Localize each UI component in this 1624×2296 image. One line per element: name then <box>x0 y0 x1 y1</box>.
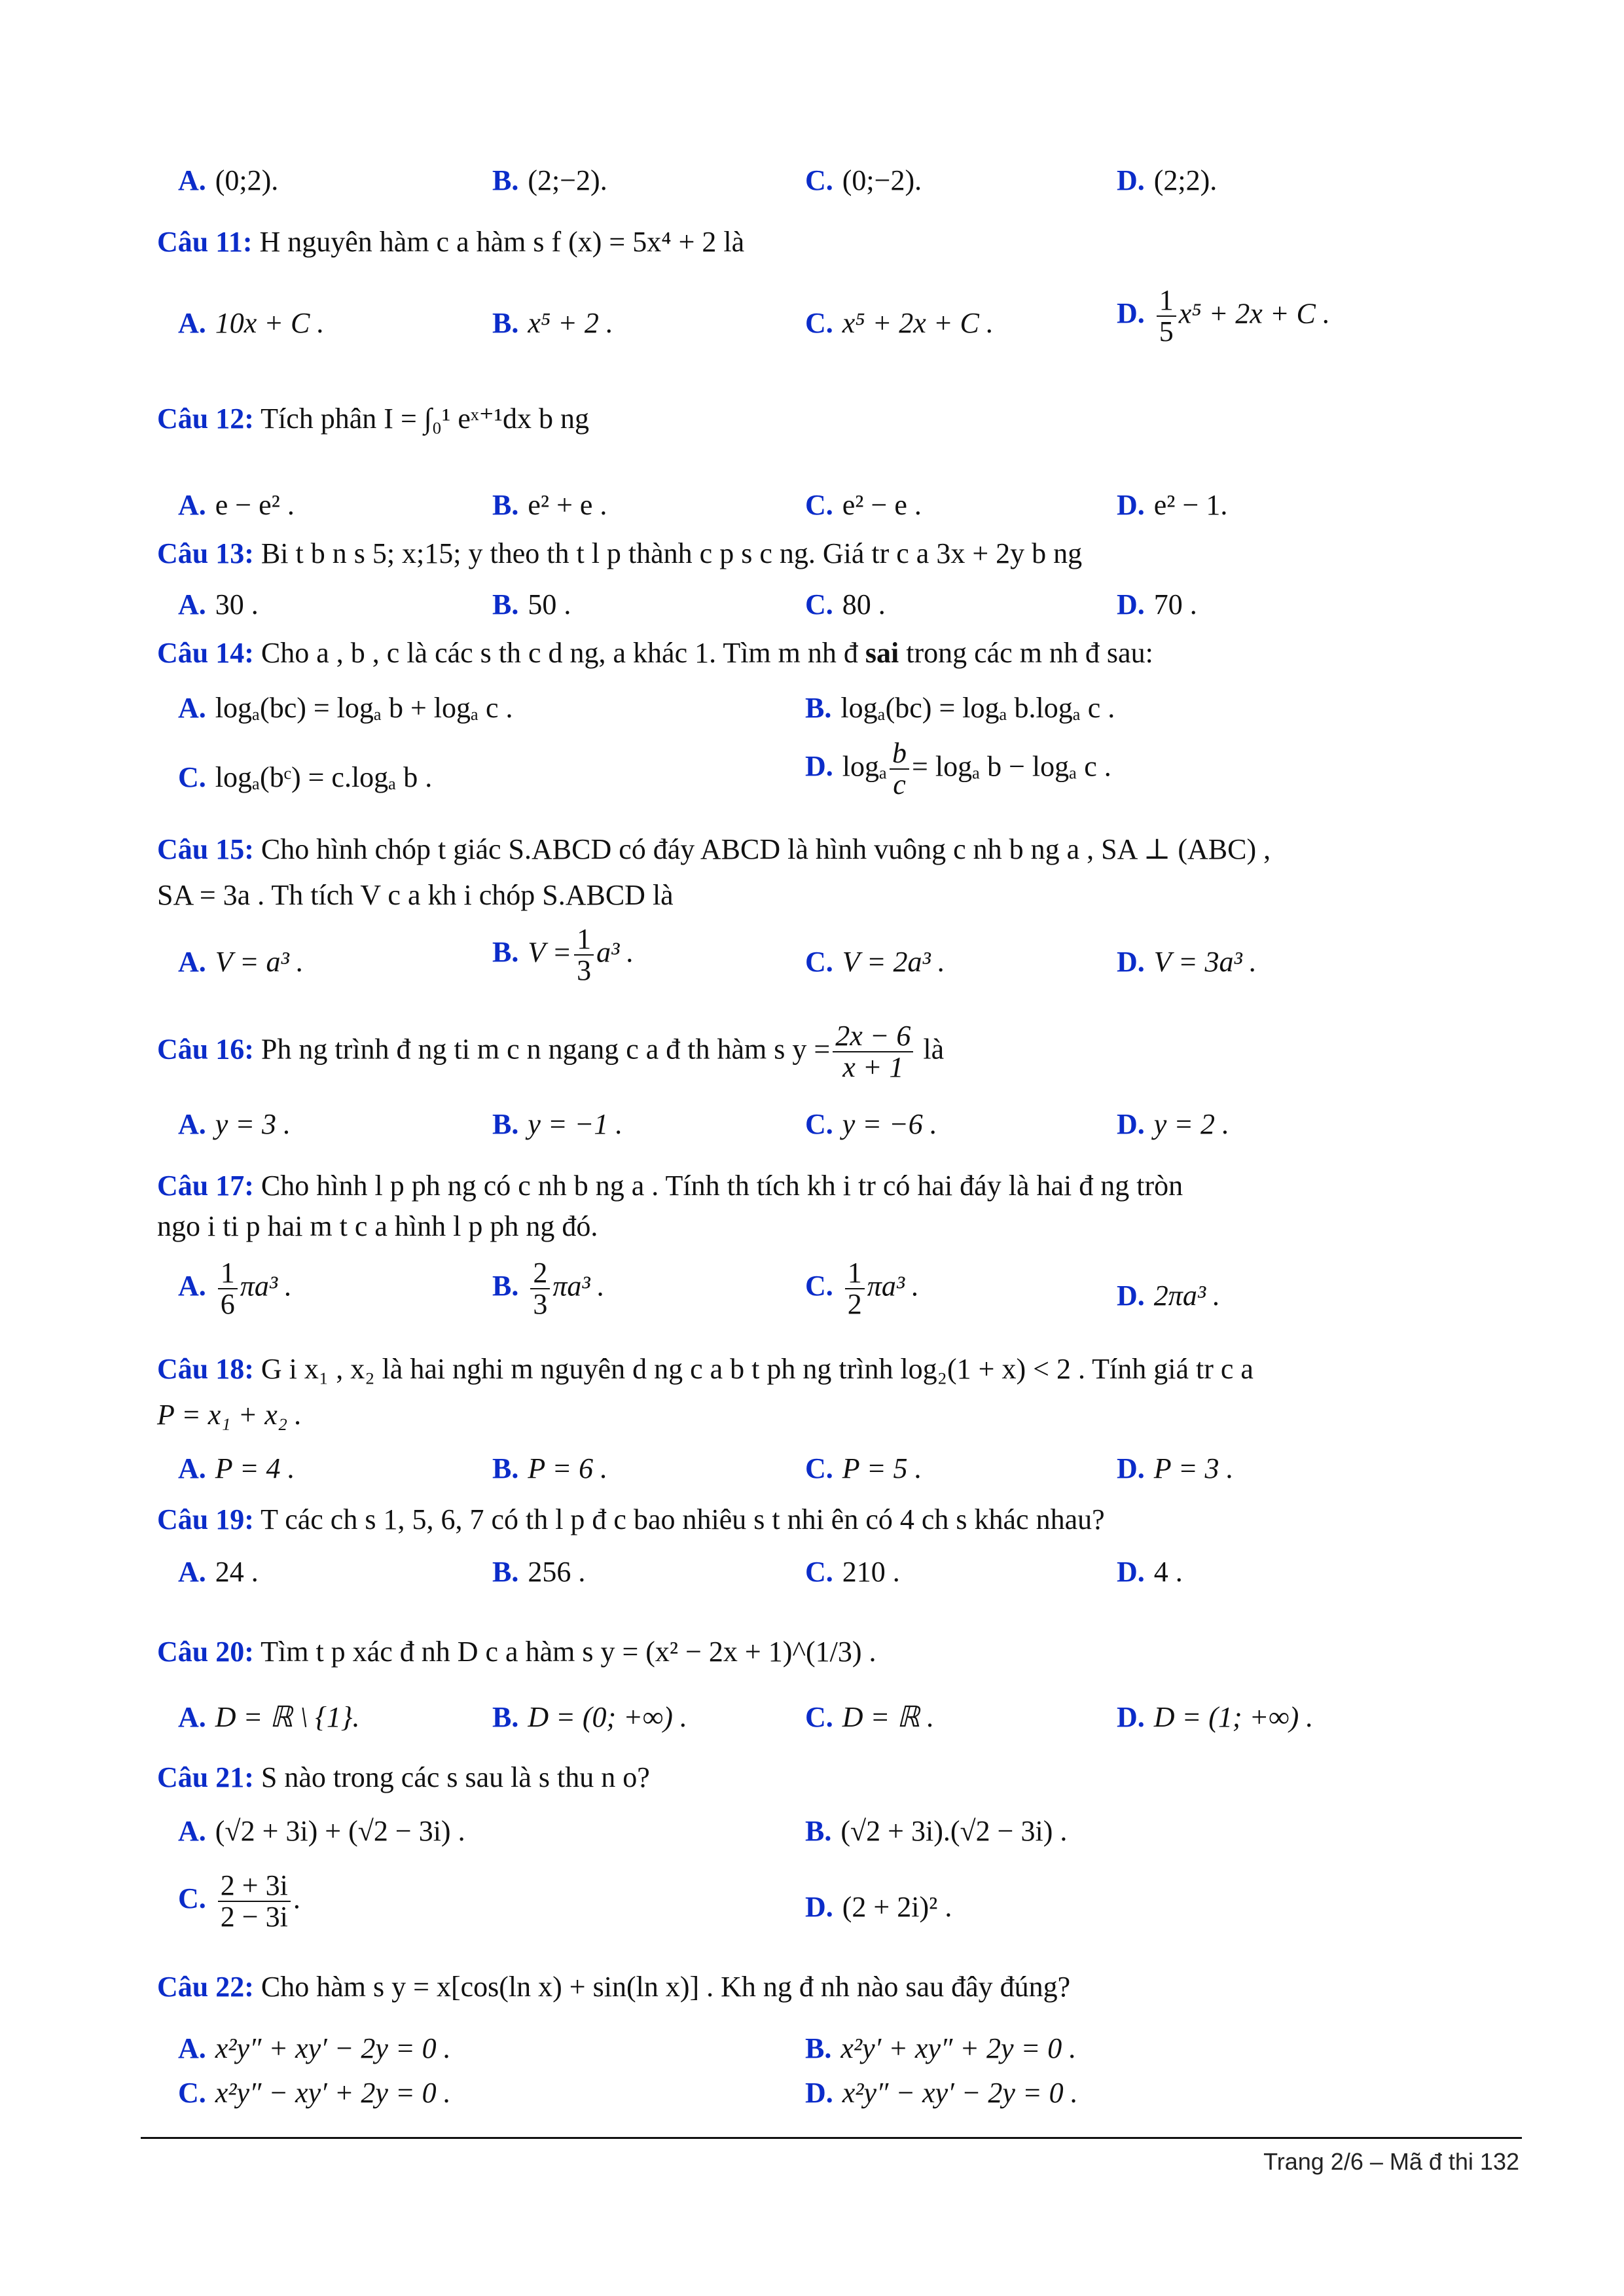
option-text: logₐ(bc) = logₐ b + logₐ c . <box>215 692 513 724</box>
q15-stem-line2 <box>157 877 1519 914</box>
option-text: e² − e . <box>842 489 922 521</box>
q19-option-b <box>492 1554 585 1590</box>
q21-option-b <box>805 1813 1067 1850</box>
q19-option-c <box>805 1554 900 1590</box>
option-label: C. <box>178 1882 206 1915</box>
question-number: Câu 21: <box>157 1761 254 1793</box>
q16-option-d <box>1117 1106 1229 1143</box>
option-text: 70 . <box>1153 588 1197 620</box>
fraction-denominator: 2 <box>847 1288 862 1321</box>
option-text: P = 5 . <box>842 1452 922 1484</box>
question-text: Cho hình chóp t giác S.ABCD có đáy ABCD là hình vuông c nh b ng a , SA ⊥ (ABC) , <box>261 833 1271 865</box>
fraction-numerator: 2x − 6 <box>833 1021 913 1052</box>
option-text: πa³ . <box>867 1270 920 1302</box>
q14-option-b <box>805 690 1115 726</box>
option-text: 210 . <box>842 1556 900 1588</box>
question-text: Cho hình l p ph ng có c nh b ng a . Tính th tích kh i tr có hai đáy là hai đ ng tròn <box>261 1170 1183 1202</box>
option-text: V = 2a³ . <box>842 946 945 978</box>
option-text: e² − 1. <box>1153 489 1228 521</box>
question-text: G i x₁ , x₂ là hai nghi m nguyên d ng c a b t ph ng trình log₂(1 + x) < 2 . Tính giá tr c a <box>261 1353 1254 1385</box>
q16-option-b <box>492 1106 623 1143</box>
option-label: B. <box>492 1701 519 1733</box>
option-text: x⁵ + 2x + C . <box>842 307 994 339</box>
q10-option-a <box>178 162 278 199</box>
option-text: 10x + C . <box>215 307 325 339</box>
option-text: 30 . <box>215 588 259 620</box>
option-text: 2πa³ . <box>1153 1280 1221 1312</box>
question-text: T các ch s 1, 5, 6, 7 có th l p đ c bao nhiêu s t nhi ên có 4 ch s khác nhau? <box>261 1503 1105 1535</box>
option-label: A. <box>178 1108 206 1140</box>
option-text: x²y′ + xy″ + 2y = 0 . <box>840 2032 1077 2064</box>
q18-stem-line2 <box>157 1397 1519 1433</box>
option-label: B. <box>492 588 519 620</box>
fraction-denominator: 6 <box>220 1288 235 1321</box>
option-label: B. <box>492 936 519 969</box>
option-label: D. <box>1117 1452 1145 1484</box>
fraction <box>845 1258 865 1319</box>
q19-stem <box>157 1501 1519 1538</box>
q18-option-c <box>805 1450 922 1487</box>
option-label: C. <box>805 1556 833 1588</box>
option-label: A. <box>178 946 206 978</box>
option-text: V = <box>528 936 572 969</box>
option-text: (0;2). <box>215 164 279 196</box>
option-text: (2 + 2i)² . <box>842 1891 952 1923</box>
option-label: A. <box>178 1270 206 1302</box>
q13-option-a <box>178 586 259 623</box>
option-text: e² + e . <box>528 489 607 521</box>
q19-option-a <box>178 1554 259 1590</box>
fraction-denominator: 3 <box>577 954 592 987</box>
q10-option-b <box>492 162 607 199</box>
q19-option-d <box>1117 1554 1183 1590</box>
q11-option-a <box>178 305 324 342</box>
emphasis-word: sai <box>865 637 899 669</box>
question-text: Bi t b n s 5; x;15; y theo th t l p thành c p s c ng. Giá tr c a 3x + 2y b ng <box>261 537 1083 569</box>
option-label: A. <box>178 307 206 339</box>
q22-stem <box>157 1969 1519 2005</box>
option-text: 24 . <box>215 1556 259 1588</box>
fraction-denominator: x + 1 <box>842 1051 904 1084</box>
option-label: C. <box>805 1701 833 1733</box>
q13-option-c <box>805 586 886 623</box>
question-number: Câu 13: <box>157 537 254 569</box>
q18-option-d <box>1117 1450 1234 1487</box>
fraction-numerator: 1 <box>218 1258 238 1289</box>
fraction <box>833 1021 913 1083</box>
option-text: e − e² . <box>215 489 295 521</box>
question-text: S nào trong các s sau là s thu n o? <box>261 1761 650 1793</box>
option-label: D. <box>1117 1701 1145 1733</box>
option-text: y = −1 . <box>528 1108 623 1140</box>
q11-option-b <box>492 305 613 342</box>
question-number: Câu 18: <box>157 1353 254 1385</box>
option-text: x²y″ − xy′ + 2y = 0 . <box>215 2077 451 2109</box>
option-text: (√2 + 3i).(√2 − 3i) . <box>840 1815 1068 1847</box>
question-text: Cho hàm s y = x[cos(ln x) + sin(ln x)] . Kh ng đ nh nào sau đây đúng? <box>261 1971 1071 2003</box>
option-label: A. <box>178 2032 206 2064</box>
option-label: D. <box>805 1891 833 1923</box>
option-text: P = 4 . <box>215 1452 295 1484</box>
fraction-numerator: 2 <box>530 1258 550 1289</box>
q11-stem <box>157 224 1519 260</box>
q17-stem-line2 <box>157 1208 1519 1245</box>
option-label: C. <box>178 2077 206 2109</box>
q20-stem <box>157 1634 1519 1670</box>
q20-option-b <box>492 1699 687 1736</box>
fraction <box>530 1258 550 1319</box>
q15-option-d <box>1117 944 1257 980</box>
fraction <box>574 924 594 986</box>
option-label: C. <box>805 307 833 339</box>
q10-option-c <box>805 162 922 199</box>
q22-option-b <box>805 2030 1076 2067</box>
option-text: D = ℝ \ {1}. <box>215 1701 360 1733</box>
q18-stem <box>157 1351 1519 1388</box>
option-text: 50 . <box>528 588 571 620</box>
option-label: A. <box>178 1815 206 1847</box>
option-label: A. <box>178 1556 206 1588</box>
q21-option-a <box>178 1813 465 1850</box>
option-text: x⁵ + 2x + C . <box>1178 297 1330 330</box>
question-text: Cho a , b , c là các s th c d ng, a khác 1. Tìm m nh đ <box>261 637 865 669</box>
fraction-numerator: b <box>890 738 909 770</box>
q14-stem <box>157 635 1519 672</box>
option-label: D. <box>1117 588 1145 620</box>
q14-option-c <box>178 759 432 796</box>
question-text: Ph ng trình đ ng ti m c n ngang c a đ th hàm s y = <box>261 1033 831 1066</box>
q11-option-c <box>805 305 994 342</box>
option-text: 256 . <box>528 1556 586 1588</box>
q17-option-d <box>1117 1278 1220 1314</box>
q15-stem <box>157 831 1519 868</box>
option-label: A. <box>178 588 206 620</box>
option-label: D. <box>1117 1280 1145 1312</box>
q16-option-a <box>178 1106 291 1143</box>
q12-option-d <box>1117 487 1227 524</box>
q18-option-a <box>178 1450 295 1487</box>
option-text: P = 3 . <box>1153 1452 1234 1484</box>
option-text: (0;−2). <box>842 164 922 196</box>
q20-option-d <box>1117 1699 1313 1736</box>
option-label: C. <box>178 761 206 793</box>
option-label: C. <box>805 489 833 521</box>
option-text: logₐ <box>842 750 888 783</box>
option-text: D = (1; +∞) . <box>1153 1701 1314 1733</box>
option-label: B. <box>805 2032 832 2064</box>
option-label: D. <box>1117 1108 1145 1140</box>
option-label: D. <box>1117 946 1145 978</box>
option-label: D. <box>805 750 833 783</box>
question-text: ngo i ti p hai m t c a hình l p ph ng đó. <box>157 1210 598 1242</box>
question-text-tail: trong các m nh đ sau: <box>899 637 1153 669</box>
q12-option-a <box>178 487 295 524</box>
option-label: B. <box>805 692 832 724</box>
question-text: H nguyên hàm c a hàm s f (x) = 5x⁴ + 2 là <box>259 226 745 258</box>
option-text: . <box>293 1882 300 1915</box>
option-label: D. <box>1117 1556 1145 1588</box>
q20-option-a <box>178 1699 360 1736</box>
q18-option-b <box>492 1450 607 1487</box>
fraction-numerator: 1 <box>1157 285 1176 317</box>
q16-stem <box>157 1021 1519 1083</box>
fraction-denominator: 5 <box>1159 315 1174 348</box>
q21-option-c <box>178 1871 300 1932</box>
option-label: C. <box>805 164 833 196</box>
q22-option-a <box>178 2030 451 2067</box>
fraction-denominator: 3 <box>533 1288 548 1321</box>
option-label: D. <box>1117 297 1145 330</box>
option-label: B. <box>492 1270 519 1302</box>
question-number: Câu 15: <box>157 833 254 865</box>
option-label: D. <box>1117 489 1145 521</box>
q13-option-b <box>492 586 571 623</box>
q17-stem <box>157 1168 1519 1204</box>
option-label: B. <box>492 1108 519 1140</box>
q15-option-b <box>492 924 634 986</box>
option-label: A. <box>178 1701 206 1733</box>
q17-option-b <box>492 1258 605 1319</box>
q21-option-d <box>805 1889 952 1926</box>
option-text: V = 3a³ . <box>1153 946 1257 978</box>
footer-divider <box>141 2137 1522 2139</box>
option-text: P = 6 . <box>528 1452 608 1484</box>
option-text: x²y″ + xy′ − 2y = 0 . <box>215 2032 451 2064</box>
fraction <box>218 1871 291 1932</box>
question-text: SA = 3a . Th tích V c a kh i chóp S.ABCD là <box>157 879 674 911</box>
option-text: 80 . <box>842 588 886 620</box>
option-text-tail: a³ . <box>596 936 634 969</box>
option-label: A. <box>178 692 206 724</box>
option-label: C. <box>805 1452 833 1484</box>
question-number: Câu 17: <box>157 1170 254 1202</box>
page-footer: Trang 2/6 – Mã đ thi 132 <box>1263 2148 1519 2175</box>
q22-option-c <box>178 2075 451 2111</box>
q10-option-d <box>1117 162 1217 199</box>
q12-stem <box>157 401 1519 437</box>
option-text: x²y″ − xy′ − 2y = 0 . <box>842 2077 1078 2109</box>
fraction-denominator: 2 − 3i <box>220 1901 288 1933</box>
q15-option-a <box>178 944 304 980</box>
q22-option-d <box>805 2075 1078 2111</box>
option-text: D = ℝ . <box>842 1701 935 1733</box>
question-text: Tìm t p xác đ nh D c a hàm s y = (x² − 2x + 1)^(1/3) . <box>261 1636 876 1668</box>
q21-stem <box>157 1759 1519 1796</box>
q13-option-d <box>1117 586 1197 623</box>
option-text: logₐ(bᶜ) = c.logₐ b . <box>215 761 433 793</box>
question-text: Tích phân I = ∫₀¹ eˣ⁺¹dx b ng <box>261 403 589 435</box>
option-label: B. <box>492 1556 519 1588</box>
option-text: y = 2 . <box>1153 1108 1230 1140</box>
option-text: 4 . <box>1153 1556 1183 1588</box>
option-label: C. <box>805 588 833 620</box>
question-text: P = x₁ + x₂ . <box>157 1399 302 1431</box>
option-text: y = 3 . <box>215 1108 291 1140</box>
option-label: B. <box>492 489 519 521</box>
question-text-tail: là <box>923 1033 945 1066</box>
option-label: A. <box>178 489 206 521</box>
option-label: C. <box>805 1270 833 1302</box>
option-label: B. <box>805 1815 832 1847</box>
question-number: Câu 20: <box>157 1636 254 1668</box>
fraction-numerator: 1 <box>845 1258 865 1289</box>
option-text: V = a³ . <box>215 946 304 978</box>
fraction <box>218 1258 238 1319</box>
option-text: D = (0; +∞) . <box>528 1701 687 1733</box>
option-label: A. <box>178 1452 206 1484</box>
q13-stem <box>157 535 1519 572</box>
option-label: B. <box>492 307 519 339</box>
fraction-denominator: c <box>893 768 906 801</box>
question-number: Câu 14: <box>157 637 254 669</box>
q11-option-d <box>1117 285 1330 347</box>
q20-option-c <box>805 1699 934 1736</box>
option-label: C. <box>805 946 833 978</box>
q14-option-a <box>178 690 513 726</box>
q14-option-d <box>805 738 1111 800</box>
option-text-tail: = logₐ b − logₐ c . <box>912 750 1111 783</box>
option-text: x⁵ + 2 . <box>528 307 613 339</box>
option-text: logₐ(bc) = logₐ b.logₐ c . <box>840 692 1115 724</box>
option-text: y = −6 . <box>842 1108 937 1140</box>
fraction-numerator: 2 + 3i <box>218 1871 291 1902</box>
q16-option-c <box>805 1106 937 1143</box>
fraction-numerator: 1 <box>574 924 594 956</box>
option-label: B. <box>492 164 519 196</box>
question-number: Câu 12: <box>157 403 254 435</box>
option-text: (√2 + 3i) + (√2 − 3i) . <box>215 1815 465 1847</box>
q12-option-c <box>805 487 922 524</box>
fraction <box>1157 285 1176 347</box>
option-text: πa³ . <box>552 1270 605 1302</box>
question-number: Câu 19: <box>157 1503 254 1535</box>
q17-option-a <box>178 1258 292 1319</box>
fraction <box>890 738 909 800</box>
option-label: B. <box>492 1452 519 1484</box>
option-label: D. <box>805 2077 833 2109</box>
q15-option-c <box>805 944 945 980</box>
option-text: (2;−2). <box>528 164 607 196</box>
option-label: D. <box>1117 164 1145 196</box>
option-text: (2;2). <box>1153 164 1218 196</box>
question-number: Câu 11: <box>157 226 253 258</box>
q12-option-b <box>492 487 607 524</box>
option-text: πa³ . <box>240 1270 293 1302</box>
option-label: A. <box>178 164 206 196</box>
q17-option-c <box>805 1258 919 1319</box>
question-number: Câu 16: <box>157 1033 254 1066</box>
option-label: C. <box>805 1108 833 1140</box>
question-number: Câu 22: <box>157 1971 254 2003</box>
